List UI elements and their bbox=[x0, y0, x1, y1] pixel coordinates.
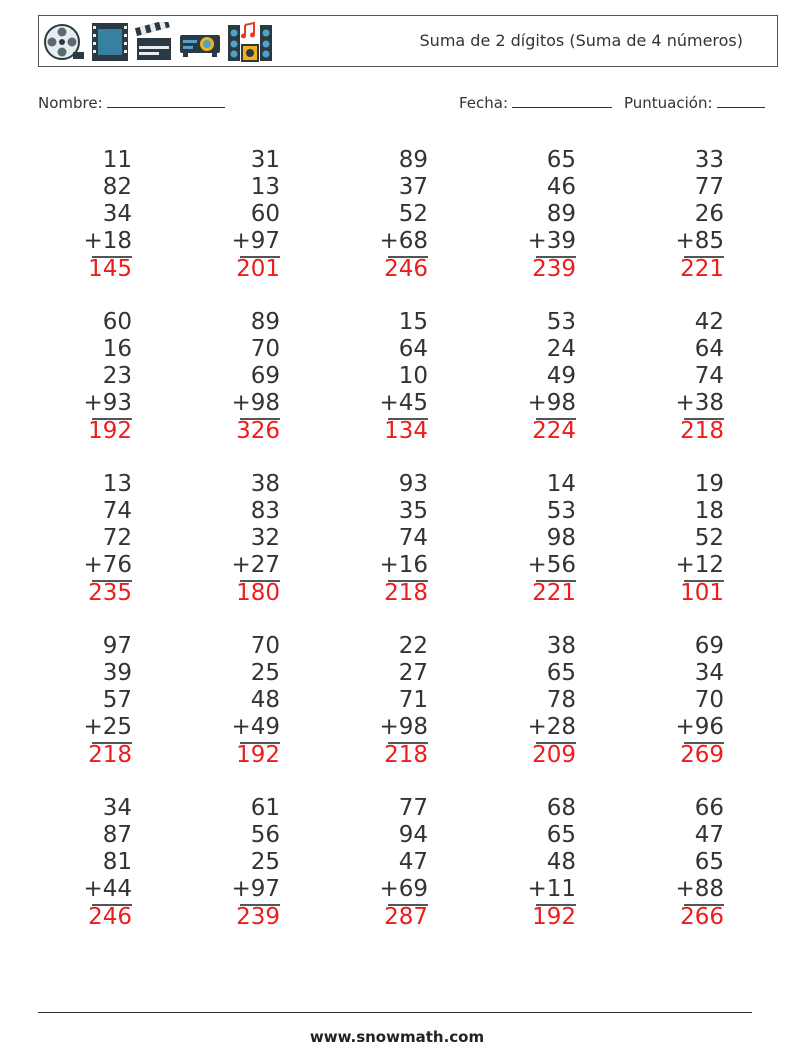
answer: 209 bbox=[532, 742, 576, 768]
addend: 83 bbox=[250, 498, 280, 524]
date-field bbox=[459, 93, 612, 112]
addend: 61 bbox=[250, 795, 280, 821]
addition-problem bbox=[52, 309, 132, 445]
addend: 33 bbox=[694, 147, 724, 173]
addend: 16 bbox=[102, 336, 132, 362]
addend: 31 bbox=[250, 147, 280, 173]
addend: 38 bbox=[546, 633, 576, 659]
addition-problem bbox=[496, 147, 576, 283]
date-label: Fecha: bbox=[459, 94, 509, 112]
addend: 53 bbox=[546, 498, 576, 524]
addend: 25 bbox=[250, 849, 280, 875]
answer: 145 bbox=[88, 256, 132, 282]
worksheet-title: Suma de 2 dígitos (Suma de 4 números) bbox=[419, 31, 743, 50]
addend: 82 bbox=[102, 174, 132, 200]
addend-with-plus: +68 bbox=[379, 228, 428, 254]
addition-problem bbox=[644, 633, 724, 769]
addend-with-plus: +96 bbox=[675, 714, 724, 740]
addend: 68 bbox=[546, 795, 576, 821]
addend: 52 bbox=[694, 525, 724, 551]
addend: 87 bbox=[102, 822, 132, 848]
answer: 101 bbox=[680, 580, 724, 606]
addend-with-plus: +93 bbox=[83, 390, 132, 416]
addition-problem bbox=[348, 795, 428, 931]
addend: 47 bbox=[398, 849, 428, 875]
addend: 89 bbox=[546, 201, 576, 227]
addition-problem bbox=[52, 471, 132, 607]
addend: 70 bbox=[250, 336, 280, 362]
addend: 13 bbox=[102, 471, 132, 497]
answer: 192 bbox=[88, 418, 132, 444]
addend: 65 bbox=[694, 849, 724, 875]
addition-problem bbox=[200, 147, 280, 283]
addition-problem bbox=[644, 471, 724, 607]
answer: 218 bbox=[88, 742, 132, 768]
footer-divider bbox=[38, 1012, 752, 1013]
answer: 224 bbox=[532, 418, 576, 444]
addend: 97 bbox=[102, 633, 132, 659]
addend-with-plus: +76 bbox=[83, 552, 132, 578]
addend: 70 bbox=[694, 687, 724, 713]
header-icons bbox=[43, 20, 273, 64]
answer: 269 bbox=[680, 742, 724, 768]
addend: 46 bbox=[546, 174, 576, 200]
addend: 77 bbox=[694, 174, 724, 200]
addend: 34 bbox=[102, 795, 132, 821]
addend: 24 bbox=[546, 336, 576, 362]
addend: 52 bbox=[398, 201, 428, 227]
addend: 37 bbox=[398, 174, 428, 200]
addition-problem bbox=[496, 471, 576, 607]
addend: 66 bbox=[694, 795, 724, 821]
addend: 57 bbox=[102, 687, 132, 713]
addend: 93 bbox=[398, 471, 428, 497]
addend: 74 bbox=[102, 498, 132, 524]
addend: 34 bbox=[102, 201, 132, 227]
answer: 218 bbox=[384, 742, 428, 768]
addend: 27 bbox=[398, 660, 428, 686]
addend: 38 bbox=[250, 471, 280, 497]
addend: 48 bbox=[250, 687, 280, 713]
addend: 49 bbox=[546, 363, 576, 389]
addend: 56 bbox=[250, 822, 280, 848]
addend: 69 bbox=[694, 633, 724, 659]
addition-problem bbox=[348, 309, 428, 445]
addition-problem bbox=[644, 309, 724, 445]
date-line[interactable] bbox=[512, 93, 612, 108]
addend: 70 bbox=[250, 633, 280, 659]
addend-with-plus: +85 bbox=[675, 228, 724, 254]
addend-with-plus: +27 bbox=[231, 552, 280, 578]
footer-site: www.snowmath.com bbox=[309, 1028, 485, 1046]
addend: 34 bbox=[694, 660, 724, 686]
answer: 239 bbox=[236, 904, 280, 930]
addend-with-plus: +69 bbox=[379, 876, 428, 902]
addend-with-plus: +45 bbox=[379, 390, 428, 416]
addend: 39 bbox=[102, 660, 132, 686]
addend-with-plus: +49 bbox=[231, 714, 280, 740]
projector-icon bbox=[179, 22, 221, 62]
addend: 74 bbox=[694, 363, 724, 389]
addition-problem bbox=[348, 633, 428, 769]
addend: 53 bbox=[546, 309, 576, 335]
addend: 48 bbox=[546, 849, 576, 875]
addition-problem bbox=[496, 309, 576, 445]
addend-with-plus: +28 bbox=[527, 714, 576, 740]
addend: 98 bbox=[546, 525, 576, 551]
addend-with-plus: +98 bbox=[379, 714, 428, 740]
speakers-music-icon bbox=[227, 21, 273, 63]
addend-with-plus: +44 bbox=[83, 876, 132, 902]
addend: 22 bbox=[398, 633, 428, 659]
addition-problem bbox=[200, 795, 280, 931]
addition-problem bbox=[200, 309, 280, 445]
addend-with-plus: +98 bbox=[231, 390, 280, 416]
addend-with-plus: +25 bbox=[83, 714, 132, 740]
addend: 35 bbox=[398, 498, 428, 524]
answer: 180 bbox=[236, 580, 280, 606]
addend: 15 bbox=[398, 309, 428, 335]
film-reel-icon bbox=[43, 22, 85, 62]
answer: 218 bbox=[680, 418, 724, 444]
addend-with-plus: +97 bbox=[231, 228, 280, 254]
addition-problem bbox=[348, 471, 428, 607]
answer: 239 bbox=[532, 256, 576, 282]
film-frame-icon bbox=[91, 22, 129, 62]
addend-with-plus: +16 bbox=[379, 552, 428, 578]
addend: 64 bbox=[694, 336, 724, 362]
addend-with-plus: +88 bbox=[675, 876, 724, 902]
answer: 134 bbox=[384, 418, 428, 444]
clapperboard-icon bbox=[135, 22, 173, 62]
addend: 74 bbox=[398, 525, 428, 551]
addend: 94 bbox=[398, 822, 428, 848]
addend: 78 bbox=[546, 687, 576, 713]
answer: 326 bbox=[236, 418, 280, 444]
addition-problem bbox=[52, 147, 132, 283]
answer: 201 bbox=[236, 256, 280, 282]
addend: 81 bbox=[102, 849, 132, 875]
addend: 64 bbox=[398, 336, 428, 362]
addition-problem bbox=[200, 471, 280, 607]
answer: 218 bbox=[384, 580, 428, 606]
addend: 13 bbox=[250, 174, 280, 200]
addend: 10 bbox=[398, 363, 428, 389]
addition-problem bbox=[52, 795, 132, 931]
addend: 60 bbox=[102, 309, 132, 335]
score-line[interactable] bbox=[717, 93, 765, 108]
addend-with-plus: +18 bbox=[83, 228, 132, 254]
addend: 89 bbox=[398, 147, 428, 173]
addend: 42 bbox=[694, 309, 724, 335]
addend: 19 bbox=[694, 471, 724, 497]
answer: 235 bbox=[88, 580, 132, 606]
addend-with-plus: +12 bbox=[675, 552, 724, 578]
addend: 25 bbox=[250, 660, 280, 686]
addition-problem bbox=[496, 795, 576, 931]
score-field bbox=[624, 93, 765, 112]
addition-problem bbox=[644, 795, 724, 931]
addition-problem bbox=[200, 633, 280, 769]
addend: 32 bbox=[250, 525, 280, 551]
name-field bbox=[38, 93, 225, 112]
addend: 65 bbox=[546, 660, 576, 686]
addend-with-plus: +97 bbox=[231, 876, 280, 902]
header-box bbox=[38, 15, 778, 67]
addend: 60 bbox=[250, 201, 280, 227]
addend: 26 bbox=[694, 201, 724, 227]
addend-with-plus: +11 bbox=[527, 876, 576, 902]
addend-with-plus: +39 bbox=[527, 228, 576, 254]
answer: 287 bbox=[384, 904, 428, 930]
answer: 192 bbox=[532, 904, 576, 930]
addend: 23 bbox=[102, 363, 132, 389]
addend: 14 bbox=[546, 471, 576, 497]
addend: 11 bbox=[102, 147, 132, 173]
answer: 221 bbox=[680, 256, 724, 282]
addend: 69 bbox=[250, 363, 280, 389]
addend: 71 bbox=[398, 687, 428, 713]
addend: 47 bbox=[694, 822, 724, 848]
addend: 65 bbox=[546, 147, 576, 173]
addend: 72 bbox=[102, 525, 132, 551]
addend: 77 bbox=[398, 795, 428, 821]
name-line[interactable] bbox=[107, 93, 225, 108]
answer: 246 bbox=[88, 904, 132, 930]
addition-problem bbox=[496, 633, 576, 769]
addend-with-plus: +56 bbox=[527, 552, 576, 578]
addend: 18 bbox=[694, 498, 724, 524]
score-label: Puntuación: bbox=[624, 94, 713, 112]
answer: 221 bbox=[532, 580, 576, 606]
addend: 89 bbox=[250, 309, 280, 335]
answer: 266 bbox=[680, 904, 724, 930]
answer: 246 bbox=[384, 256, 428, 282]
answer: 192 bbox=[236, 742, 280, 768]
addend: 65 bbox=[546, 822, 576, 848]
addition-problem bbox=[348, 147, 428, 283]
addend-with-plus: +98 bbox=[527, 390, 576, 416]
addition-problem bbox=[52, 633, 132, 769]
addend-with-plus: +38 bbox=[675, 390, 724, 416]
name-label: Nombre: bbox=[38, 94, 103, 112]
addition-problem bbox=[644, 147, 724, 283]
